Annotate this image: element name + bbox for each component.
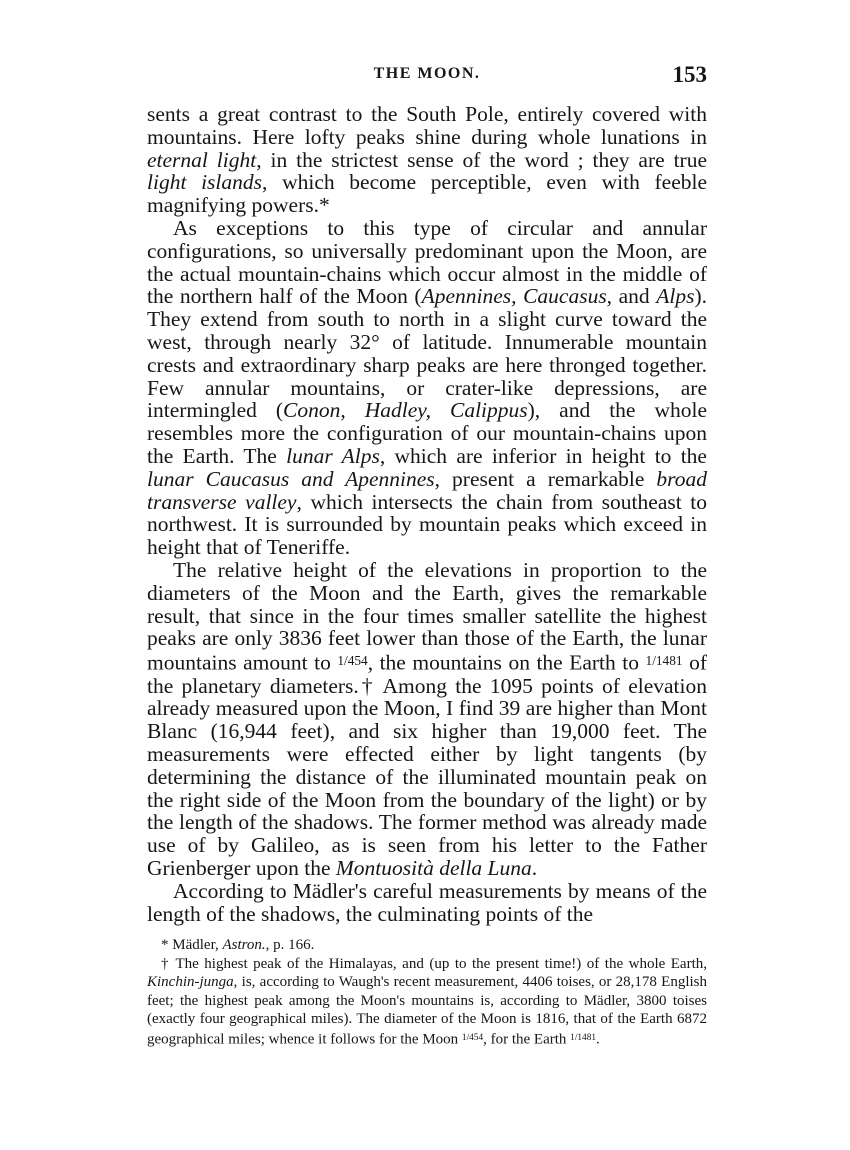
text-run: , p. 166. <box>265 937 315 953</box>
running-head: THE MOON. <box>373 65 481 82</box>
text-run: , is, according to Waugh's recent measurement, 4406 toises, or 28,178 English feet; the highest peak among the Moon's mountains is, according to Mädler, 3800 toises (exactly four geographical miles). The diameter of the Moon is 1816, that of the Earth 6872 geographical miles; whence it follows for the Moon <box>147 974 707 1048</box>
text-run: , for the Earth <box>483 1031 571 1048</box>
italic-text: Conon, Hadley, Calippus <box>283 398 528 423</box>
fraction: 1/1481 <box>645 653 683 669</box>
text-run: As exceptions to this type of circular and annular configurations, so universally predominant upon the Moon, are the actual mountain-chains which occur almost in the middle of the northern half of the Moon ( <box>147 215 707 309</box>
italic-text: Kinchin-junga <box>147 974 234 991</box>
fraction: 1/454 <box>461 1032 484 1043</box>
italic-text: Montuosità della Luna <box>335 855 532 880</box>
footnote-2 <box>147 955 707 1049</box>
italic-text: lunar Caucasus and Apennines <box>147 466 435 491</box>
text-run: , which become perceptible, even with feeble magnifying powers.* <box>147 170 708 218</box>
text-run: and <box>612 284 657 309</box>
paragraph-2 <box>147 217 707 559</box>
paragraph-4 <box>147 880 707 926</box>
italic-text: eternal light <box>147 147 257 172</box>
italic-text: broad transverse valley <box>147 466 707 514</box>
text-run: The relative height of the elevations in proportion to the diameters of the Moon and the Earth, gives the remarkable result, that since in the four times smaller satellite the highest peaks are only 3836 feet lower than those of the Earth, the lunar mountains amount to <box>147 557 707 675</box>
fraction: 1/1481 <box>570 1032 596 1043</box>
paragraph-3 <box>147 559 707 880</box>
paragraph-1 <box>147 103 707 217</box>
footnote-1 <box>147 936 707 955</box>
text-run: , which intersects the chain from southeast to northwest. It is surrounded by mountain peaks which exceed in height that of Teneriffe. <box>147 489 707 560</box>
text-run: of the planetary diameters.† Among the 1095 points of elevation already measured upon the Moon, I find 39 are higher than Mont Blanc (16,944 feet), and six higher than 19,000 feet. The measurements were effected either by light tangents (by determining the distance of the illuminated mountain peak on the right side of the Moon from the boundary of the light) or by the length of the shadows. The former method was already made use of by Galileo, as is seen from his letter to the Father Grienberger upon the <box>147 650 707 880</box>
italic-text: Astron. <box>222 937 266 953</box>
page-header <box>147 62 707 92</box>
text-run: , in the strictest sense of the word ; they are true <box>256 147 707 172</box>
text-run: † The highest peak of the Himalayas, and (up to the present time!) of the whole Earth, <box>161 955 707 972</box>
text-run: . <box>596 1031 600 1048</box>
text-run: . <box>531 855 538 880</box>
body-text <box>147 103 707 925</box>
italic-text: Alps <box>656 284 695 309</box>
italic-text: light islands <box>147 170 263 195</box>
page-number: 153 <box>672 62 707 87</box>
text-run: ). They extend from south to north in a slight curve toward the west, through nearly 32° of latitude. Innumerable mountain crests and extraordinary sharp peaks are here thronged together. Few annular mountains, or crater-like depressions, are intermingled ( <box>147 284 707 423</box>
text-run: , the mountains on the Earth to <box>367 650 646 675</box>
text-run: According to Mädler's careful measurements by means of the length of the shadows, the culminating points of the <box>147 878 707 926</box>
fraction: 1/454 <box>337 653 368 669</box>
text-run: , which are inferior in height to the <box>379 443 707 468</box>
text-run: ), and the whole resembles more the configuration of our mountain-chains upon the Earth. The <box>147 398 707 468</box>
text-run: * Mädler, <box>161 937 223 953</box>
text-run: , present a remarkable <box>434 466 657 491</box>
italic-text: Apennines, Caucasus, <box>421 284 613 309</box>
footnotes <box>147 936 707 1049</box>
text-run: sents a great contrast to the South Pole, entirely covered with mountains. Here lofty peaks shine during whole lunations in <box>147 102 707 149</box>
italic-text: lunar Alps <box>286 443 380 468</box>
